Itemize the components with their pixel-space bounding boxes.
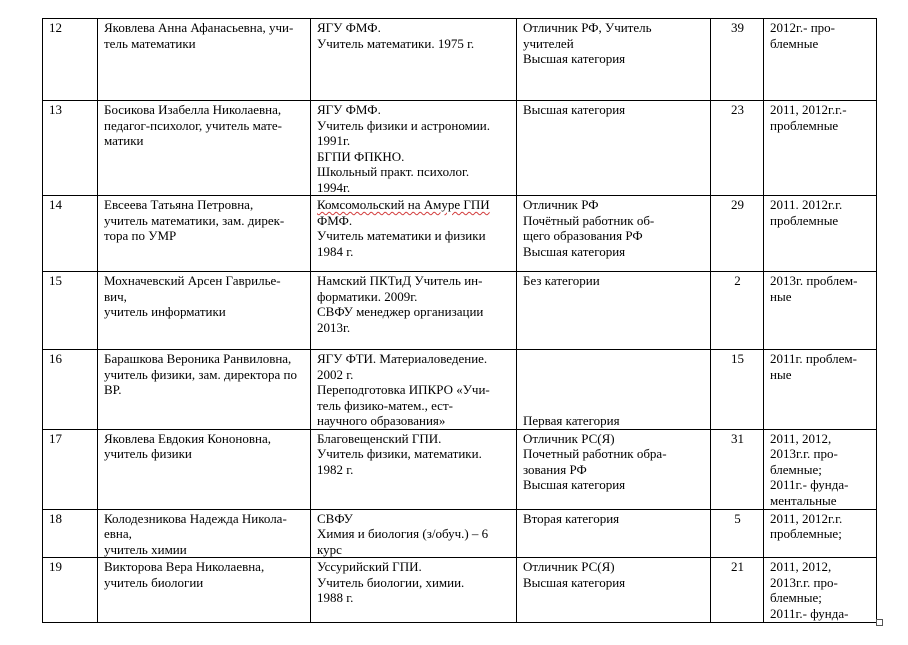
cell-line: учителей: [523, 35, 574, 51]
cell-line: учитель информатики: [104, 304, 226, 319]
cell-line: Высшая категория: [523, 477, 626, 492]
cell-line: учитель химии: [104, 541, 187, 557]
courses-cell: [764, 509, 877, 558]
category-cell: [517, 19, 711, 101]
spellcheck-underline: Комсомольский на Амуре ГПИ: [317, 197, 490, 212]
experience-years: 2: [711, 272, 764, 350]
cell-line: Учитель математики и физики: [317, 228, 486, 243]
cell-line: щего образования РФ: [523, 228, 643, 243]
education-cell: [311, 101, 517, 196]
cell-line: 2012г.- про-: [770, 20, 835, 35]
experience-years: 5: [711, 509, 764, 558]
table-row: [43, 19, 877, 101]
category-cell: [517, 509, 711, 558]
courses-cell: [764, 429, 877, 509]
courses-cell: [764, 196, 877, 272]
staff-table: [42, 18, 877, 623]
teacher-name-cell: [98, 429, 311, 509]
cell-line: Учитель физики, математики.: [317, 446, 482, 461]
cell-line: учитель физики: [104, 446, 192, 461]
row-number: 16: [43, 350, 98, 430]
cell-line: БГПИ ФПКНО.: [317, 148, 405, 164]
category-cell: [517, 272, 711, 350]
category-cell: [517, 196, 711, 272]
cell-line: Яковлева Анна Афанасьевна, учи-: [104, 20, 294, 35]
cell-line: ЯГУ ФМФ.: [317, 20, 381, 35]
cell-line: ЯГУ ФТИ. Материаловедение.: [317, 351, 488, 366]
cell-line: тель математики: [104, 35, 196, 51]
cell-line: педагог-психолог, учитель мате-: [104, 117, 282, 133]
cell-line: ные: [770, 366, 792, 382]
cell-line: тора по УМР: [104, 228, 177, 243]
cell-line: Викторова Вера Николаевна,: [104, 559, 265, 574]
cell-line: 2013г.г. про-: [770, 446, 838, 461]
cell-line: Колодезникова Надежда Никола-: [104, 510, 287, 526]
cell-line: вич,: [104, 288, 127, 304]
experience-years: 39: [711, 19, 764, 101]
cell-line: евна,: [104, 526, 132, 541]
cell-line: Высшая категория: [523, 51, 626, 66]
cell-line: Яковлева Евдокия Кононовна,: [104, 430, 271, 446]
cell-line: проблемные: [770, 212, 839, 228]
cell-line: блемные;: [770, 590, 822, 605]
cell-line: 1988 г.: [317, 590, 354, 605]
teacher-name-cell: [98, 196, 311, 272]
cell-line: учитель физики, зам. директора по: [104, 366, 297, 382]
cell-line: Намский ПКТиД Учитель ин-: [317, 273, 483, 288]
cell-line: курс: [317, 541, 342, 557]
education-cell: [311, 19, 517, 101]
education-cell: [311, 272, 517, 350]
education-cell: [311, 558, 517, 623]
cell-line: СВФУ менеджер организации: [317, 304, 484, 319]
cell-line: [317, 197, 511, 213]
cell-line: 2011, 2012г.г.: [770, 510, 843, 526]
courses-cell: [764, 272, 877, 350]
cell-line: Евсеева Татьяна Петровна,: [104, 197, 254, 212]
cell-line: 2011г.- фунда-: [770, 605, 849, 621]
cell-line: 1982 г.: [317, 461, 354, 477]
table-row: [43, 101, 877, 196]
courses-cell: [764, 558, 877, 623]
cell-line: Отличник РС(Я): [523, 559, 615, 574]
table-row: [43, 509, 877, 558]
cell-line: 2013г.г. про-: [770, 574, 838, 590]
cell-line: 2002 г.: [317, 366, 354, 382]
row-number: 14: [43, 196, 98, 272]
table-row: [43, 429, 877, 509]
cell-line: 1984 г.: [317, 243, 354, 259]
experience-years: 31: [711, 429, 764, 509]
cell-line: Переподготовка ИПКРО «Учи-: [317, 382, 490, 397]
courses-cell: [764, 19, 877, 101]
table-row: [43, 272, 877, 350]
cell-line: Без категории: [523, 273, 600, 288]
education-cell: [311, 196, 517, 272]
cell-line: Благовещенский ГПИ.: [317, 430, 442, 446]
cell-line: 2011, 2012г.г.-: [770, 102, 847, 117]
teacher-name-cell: [98, 101, 311, 196]
row-number: 19: [43, 558, 98, 623]
cell-line: проблемные: [770, 117, 839, 133]
cell-line: учитель биологии: [104, 574, 204, 590]
cell-line: ФМФ.: [317, 212, 353, 228]
cell-line: 1991г.: [317, 133, 351, 148]
cell-line: Химия и биология (з/обуч.) – 6: [317, 526, 489, 541]
cell-line: научного образования»: [317, 413, 446, 428]
cell-line: Босикова Изабелла Николаевна,: [104, 102, 282, 117]
cell-line: 2011, 2012,: [770, 430, 832, 446]
teacher-name-cell: [98, 350, 311, 430]
cell-line: Барашкова Вероника Ранвиловна,: [104, 351, 292, 366]
table-row: [43, 196, 877, 272]
experience-years: 15: [711, 350, 764, 430]
cell-line: СВФУ: [317, 510, 353, 526]
cell-line: Отличник РС(Я): [523, 430, 615, 446]
cell-line: Уссурийский ГПИ.: [317, 559, 422, 574]
category-cell: [517, 101, 711, 196]
experience-years: 21: [711, 558, 764, 623]
staff-table-body: [43, 19, 877, 623]
education-cell: [311, 350, 517, 430]
category-cell: [517, 429, 711, 509]
cell-line: Отличник РФ, Учитель: [523, 20, 652, 35]
cell-line: 2013г. проблем-: [770, 273, 858, 288]
cell-line: матики: [104, 133, 144, 148]
cell-line: Высшая категория: [523, 574, 626, 590]
cell-line: 2011, 2012,: [770, 559, 832, 574]
table-resize-handle[interactable]: [876, 619, 883, 626]
courses-cell: [764, 101, 877, 196]
cell-line: 2011. 2012г.г.: [770, 197, 843, 212]
cell-line: Учитель математики. 1975 г.: [317, 35, 475, 51]
teacher-name-cell: [98, 558, 311, 623]
cell-line: блемные: [770, 35, 819, 51]
table-row: [43, 558, 877, 623]
row-number: 12: [43, 19, 98, 101]
cell-line: Отличник РФ: [523, 197, 599, 212]
cell-line: учитель математики, зам. дирек-: [104, 212, 285, 228]
cell-line: Мохначевский Арсен Гаврилье-: [104, 273, 281, 288]
cell-line: ВР.: [104, 382, 122, 397]
cell-line: Школьный практ. психолог.: [317, 164, 470, 179]
cell-line: проблемные;: [770, 526, 842, 541]
cell-line: блемные;: [770, 461, 822, 477]
category-cell: [517, 558, 711, 623]
cell-line: Учитель биологии, химии.: [317, 574, 465, 590]
cell-line: ментальные: [770, 492, 837, 508]
courses-cell: [764, 350, 877, 430]
cell-line: Почётный работник об-: [523, 212, 655, 228]
cell-line: Высшая категория: [523, 243, 626, 259]
category-cell: [517, 350, 711, 430]
cell-line: Почетный работник обра-: [523, 446, 667, 461]
teacher-name-cell: [98, 19, 311, 101]
cell-line: ЯГУ ФМФ.: [317, 102, 381, 117]
cell-line: Высшая категория: [523, 102, 626, 117]
row-number: 18: [43, 509, 98, 558]
cell-line: Вторая категория: [523, 510, 620, 526]
cell-line: Учитель физики и астрономии.: [317, 117, 490, 133]
cell-line: 2013г.: [317, 319, 351, 335]
cell-line: зования РФ: [523, 461, 587, 477]
teacher-name-cell: [98, 272, 311, 350]
experience-years: 23: [711, 101, 764, 196]
row-number: 17: [43, 429, 98, 509]
teacher-name-cell: [98, 509, 311, 558]
cell-line: Первая категория: [523, 413, 620, 428]
table-row: [43, 350, 877, 430]
cell-line: 2011г. проблем-: [770, 351, 857, 366]
experience-years: 29: [711, 196, 764, 272]
cell-line: 1994г.: [317, 179, 351, 195]
education-cell: [311, 429, 517, 509]
cell-line: 2011г.- фунда-: [770, 477, 849, 492]
cell-line: тель физико-матем., ест-: [317, 397, 453, 413]
education-cell: [311, 509, 517, 558]
row-number: 13: [43, 101, 98, 196]
row-number: 15: [43, 272, 98, 350]
cell-line: форматики. 2009г.: [317, 288, 418, 304]
cell-line: ные: [770, 288, 792, 304]
